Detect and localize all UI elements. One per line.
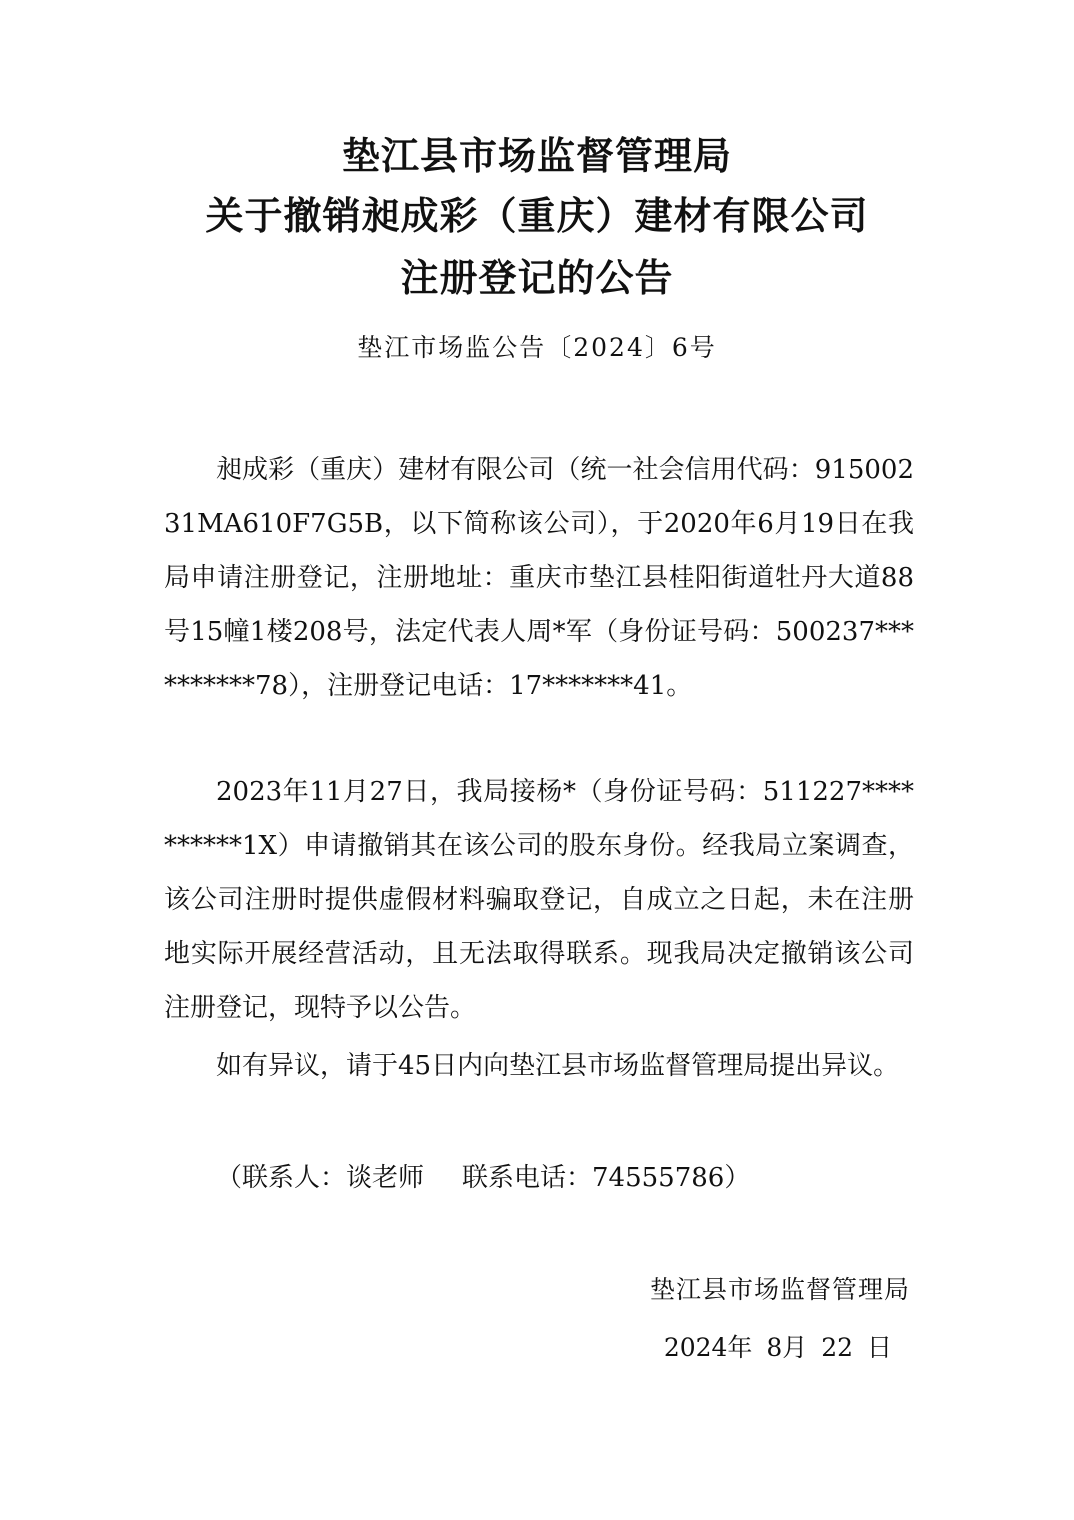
paragraph-investigation: 2023年11月27日，我局接杨*（身份证号码：511227**********1X）申请撤销其在该公司的股东身份。经我局立案调查，该公司注册时提供虚假材料骗取登记，自成立之日起，未在注册地实际开展经营活动，且无法取得联系。现我局决定撤销该公司注册登记，现特予以公告。 (164, 777, 914, 1023)
signature-organization: 垫江县市场监督管理局 (649, 1275, 910, 1304)
paragraph-objection: 如有异议，请于45日内向垫江县市场监督管理局提出异议。 (216, 1051, 900, 1081)
contact-phone: 联系电话：74555786） (462, 1163, 751, 1193)
document-title-line-2: 关于撤销昶成彩（重庆）建材有限公司 (205, 193, 869, 238)
document-number: 垫江市场监公告〔2024〕6号 (357, 333, 717, 362)
document-title-line-3: 注册登记的公告 (400, 255, 674, 300)
signature-date: 2024年 8月 22 日 (663, 1333, 892, 1362)
document-title-line-1: 垫江县市场监督管理局 (341, 133, 732, 178)
paragraph-company-info: 昶成彩（重庆）建材有限公司（统一社会信用代码：91500231MA610F7G5B，以下简称该公司），于2020年6月19日在我局申请注册登记，注册地址：重庆市垫江县桂阳街道牡丹大道88号15幢1楼208号，法定代表人周*军（身份证号码：500237**********78），注册登记电话：17*******41。 (164, 455, 914, 701)
contact-person: （联系人：谈老师 (216, 1163, 425, 1193)
contact-info (216, 1158, 750, 1198)
